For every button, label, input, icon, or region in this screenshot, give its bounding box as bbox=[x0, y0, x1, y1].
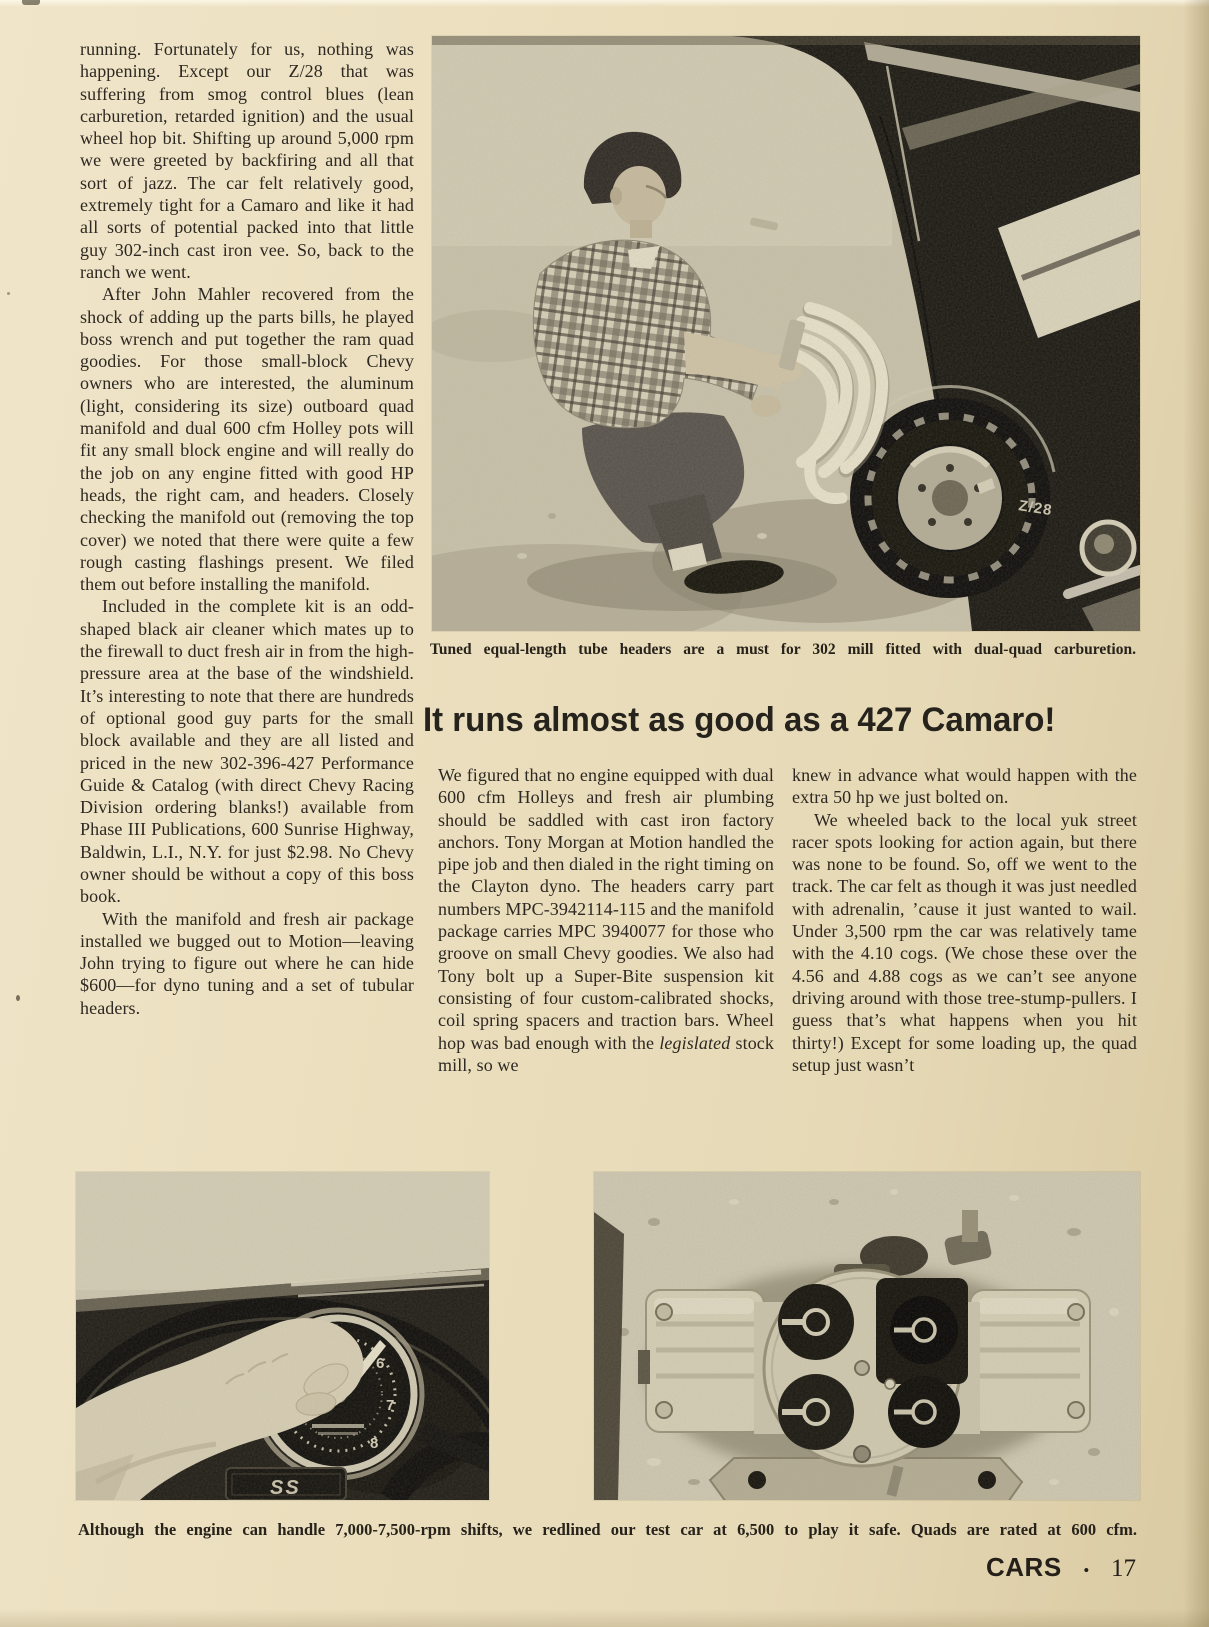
tach-digit: 6 bbox=[376, 1355, 385, 1372]
z28-badge: Z/28 bbox=[1017, 497, 1054, 520]
magazine-name: CARS bbox=[986, 1552, 1062, 1582]
left-text-column bbox=[80, 38, 414, 1019]
scan-nick bbox=[22, 0, 40, 5]
paragraph-text: We figured that no engine equipped with dual 600 cfm Holleys and fresh air plumbing should be saddled with cast iron factory anchors. Tony Morgan at Motion handled the pipe job and then dialed in the right timing on the Clayton dyno. The headers carry part numbers MPC-3942114-115 and the manifold package carries MPC 3940077 for those who groove on small Chevy goodies. We also had Tony bolt up a Super-Bite suspension kit consisting of four custom-calibrated shocks, coil spring spacers and traction bars. Wheel hop was bad enough with the bbox=[438, 765, 774, 1053]
bottom-photos-caption: Although the engine can handle 7,000-7,500-rpm shifts, we redlined our test car at 6,500 to play it safe. Quads are rated at 600 cfm. bbox=[78, 1520, 1137, 1539]
paragraph: We wheeled back to the local yuk street racer spots looking for action again, but there was none to be found. So, off we went to the track. The car felt as though it was just needled with adrenalin, ’cause it just wanted to wail. Under 3,500 rpm the car was relatively tame with the 4.10 cogs. (We chose these over the 4.56 and 4.88 cogs as we can’t see anyone driving around with those tree-stump-pullers. I guess that’s what happens when you hit thirty!) Except for some loading up, the quad setup just wasn’t bbox=[792, 809, 1137, 1075]
bottom-left-photo bbox=[76, 1172, 489, 1500]
page-number: 17 bbox=[1111, 1555, 1136, 1582]
paragraph: Included in the complete kit is an odd-shaped black air cleaner which mates up to the firewall to duct fresh air in from the high-pressure area at the base of the windshield. It’s interesting to note that there are hundreds of optional good guy parts for the small block available and they are all listed and priced in the new 302-396-427 Performance Guide & Catalog (with direct Chevy Racing Division ordering blanks!) available from Phase III Publications, 600 Sunrise Highway, Baldwin, L.I., N.Y. for just $2.98. No Chevy owner should be without a copy of this boss book. bbox=[80, 596, 414, 907]
middle-text-column bbox=[438, 764, 774, 1076]
footer-bullet: • bbox=[1083, 1561, 1090, 1580]
page-footer bbox=[986, 1552, 1136, 1583]
scan-edge-top bbox=[0, 0, 1209, 7]
paragraph: With the manifold and fresh air package installed we bugged out to Motion—leaving John trying to figure out where he can hide $600—for dyno tuning and a set of tubular headers. bbox=[80, 908, 414, 1018]
paper-speck bbox=[7, 292, 10, 295]
top-photo bbox=[432, 36, 1140, 631]
bottom-right-photo bbox=[594, 1172, 1140, 1500]
scan-edge-right bbox=[1183, 0, 1209, 1627]
paper-speck bbox=[16, 995, 20, 1001]
paragraph: knew in advance what would happen with the extra 50 hp we just bolted on. bbox=[792, 765, 1137, 808]
italic-word: legislated bbox=[659, 1032, 731, 1053]
tach-digit: 8 bbox=[370, 1435, 379, 1452]
svg-text:SS: SS bbox=[270, 1477, 301, 1499]
paragraph-text: stock mill, so we bbox=[438, 1032, 774, 1075]
scan-edge-bottom bbox=[0, 1609, 1209, 1627]
article-headline: It runs almost as good as a 427 Camaro! bbox=[423, 701, 1056, 739]
top-photo-caption: Tuned equal-length tube headers are a must for 302 mill fitted with dual-quad carburetion. bbox=[430, 641, 1136, 658]
paragraph: After John Mahler recovered from the shock of adding up the parts bills, he played boss wrench and put together the ram quad goodies. For those small-block Chevy owners who are interested, the aluminum (light, considering its size) outboard quad manifold and dual 600 cfm Holley pots will fit any small block engine and will really do the job on any engine fitted with good HP heads, the right cam, and headers. Closely checking the manifold out (removing the top cover) we noted that there were quite a few rough casting flashings present. We filed them out before installing the manifold. bbox=[80, 284, 414, 595]
paragraph: running. Fortunately for us, nothing was happening. Except our Z/28 that was suffering from smog control blues (lean carburetion, retarded ignition) and the usual wheel hop bit. Shifting up around 5,000 rpm we were greeted by backfiring and all that sort of jazz. The car felt relatively good, extremely tight for a Camaro and like it had all sorts of potential packed into that little guy 302-inch cast iron vee. So, back to the ranch we went. bbox=[80, 39, 414, 282]
right-text-column bbox=[792, 764, 1137, 1076]
paragraph bbox=[438, 764, 774, 1076]
tach-digit: 7 bbox=[386, 1397, 395, 1414]
